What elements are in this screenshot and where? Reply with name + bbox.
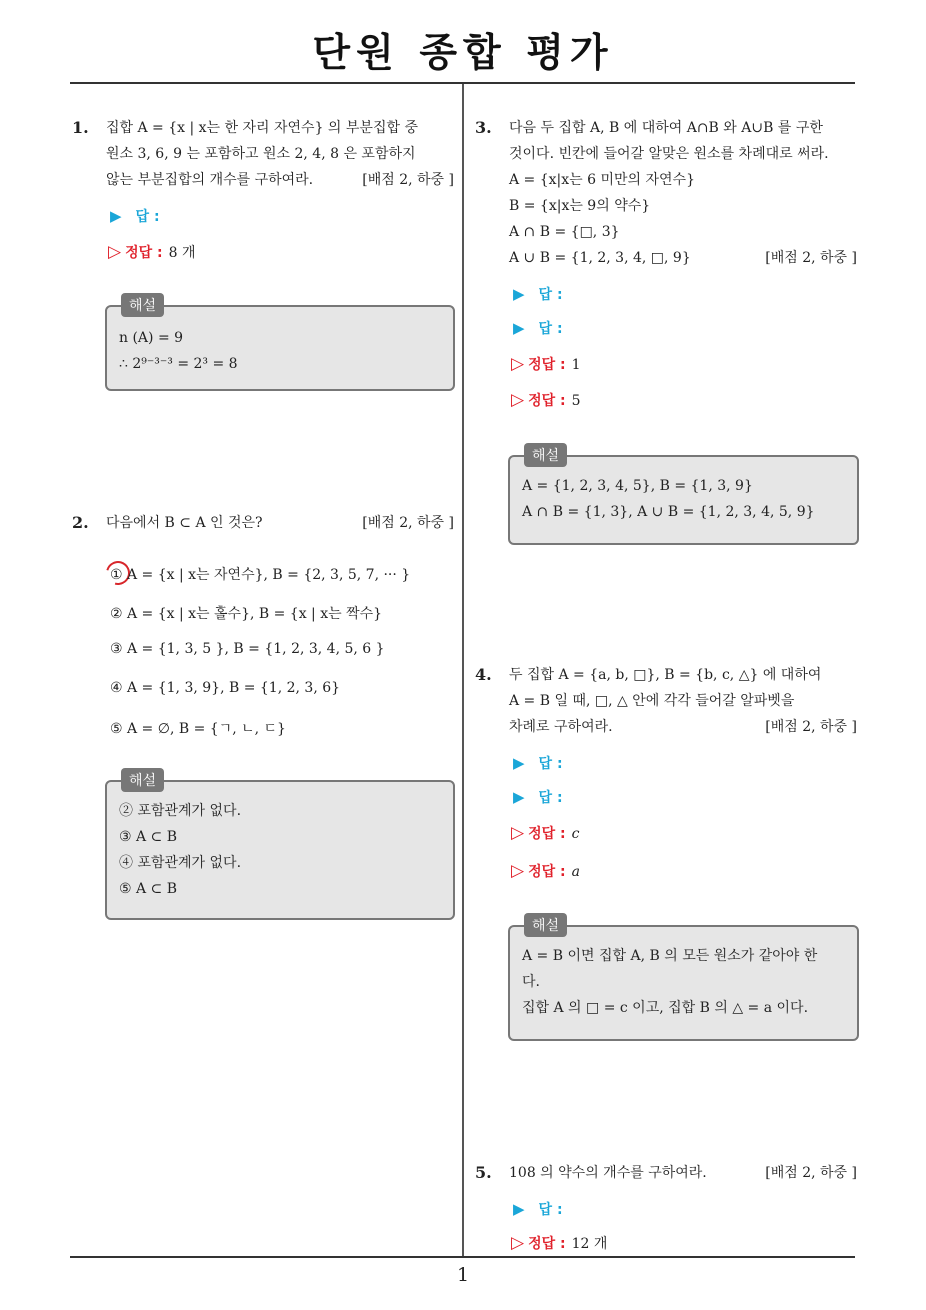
answer-row — [513, 315, 563, 342]
answer-label: 답 : — [538, 1202, 563, 1218]
explanation-line: ∴ 2⁹⁻³⁻³ = 2³ = 8 — [119, 356, 238, 372]
answer-label: 답 : — [538, 756, 563, 772]
score-meta: [배점 2, 하중 ] — [765, 1165, 857, 1181]
page-title: 단원 종합 평가 — [312, 31, 614, 76]
question-text-line: 않는 부분집합의 개수를 구하여라. — [106, 172, 314, 188]
correct-value: a — [571, 864, 580, 880]
correct-label: 정답 : — [528, 864, 566, 880]
choice-3: ③ A = {1, 3, 5 }, B = {1, 2, 3, 4, 5, 6 } — [110, 641, 385, 657]
correct-row — [108, 239, 196, 266]
choice-1: ① A = {x | x는 자연수}, B = {2, 3, 5, 7, ··· } — [110, 567, 411, 583]
answer-row — [513, 1196, 563, 1223]
correct-row — [511, 820, 579, 847]
question-number: 5. — [475, 1163, 492, 1182]
answer-label: 답 : — [135, 209, 160, 225]
question-text-line: 것이다. 빈칸에 들어갈 알맞은 원소를 차례대로 써라. — [509, 146, 829, 162]
column-divider — [462, 84, 464, 1258]
answer-row — [513, 281, 563, 308]
triangle-outline-icon: ▷ — [511, 823, 525, 843]
correct-value: 8 개 — [168, 245, 196, 261]
correct-label: 정답 : — [528, 357, 566, 373]
question-number: 1. — [72, 118, 89, 137]
play-icon: ▶ — [110, 207, 122, 225]
question-text-line: A = B 일 때, □, △ 안에 각각 들어갈 알파벳을 — [509, 693, 795, 709]
correct-value: c — [571, 826, 580, 842]
triangle-outline-icon: ▷ — [511, 1233, 525, 1253]
explanation-line: A = {1, 2, 3, 4, 5}, B = {1, 3, 9} — [522, 478, 753, 494]
explanation-line: ④ 포함관계가 없다. — [119, 855, 242, 871]
triangle-outline-icon: ▷ — [511, 390, 525, 410]
question-4 — [475, 662, 857, 902]
play-icon: ▶ — [513, 319, 525, 337]
explanation-line: A = B 이면 집합 A, B 의 모든 원소가 같아야 한 — [522, 948, 818, 964]
explanation-line: ② 포함관계가 없다. — [119, 803, 242, 819]
question-text-line: A ∪ B = {1, 2, 3, 4, □, 9} — [509, 250, 691, 266]
question-number: 2. — [72, 513, 89, 532]
question-text: 다음에서 B ⊂ A 인 것은? — [106, 515, 263, 531]
answer-row — [513, 784, 563, 811]
bottom-rule — [70, 1256, 855, 1258]
score-meta: [배점 2, 하중 ] — [362, 515, 454, 531]
question-text-line: 집합 A = {x | x는 한 자리 자연수} 의 부분집합 중 — [106, 120, 418, 136]
answer-label: 답 : — [538, 321, 563, 337]
question-text-line: 다음 두 집합 A, B 에 대하여 A∩B 와 A∪B 를 구한 — [509, 120, 823, 136]
page-number: 1 — [456, 1264, 470, 1286]
question-text: 108 의 약수의 개수를 구하여라. — [509, 1165, 707, 1181]
question-text-line: A ∩ B = {□, 3} — [509, 224, 620, 240]
triangle-outline-icon: ▷ — [108, 242, 122, 262]
answer-row — [110, 203, 160, 230]
question-text-line: 차례로 구하여라. — [509, 719, 613, 735]
correct-value: 1 — [571, 357, 581, 373]
correct-label: 정답 : — [528, 826, 566, 842]
question-text-line: B = {x|x는 9의 약수} — [509, 198, 651, 214]
answer-label: 답 : — [538, 790, 563, 806]
explanation-line: n (A) = 9 — [119, 330, 184, 346]
triangle-outline-icon: ▷ — [511, 861, 525, 881]
explanation-tag: 해설 — [121, 768, 164, 792]
correct-value: 5 — [571, 393, 581, 409]
question-text-line: A = {x|x는 6 미만의 자연수} — [509, 172, 695, 188]
choice-5: ⑤ A = ∅, B = {ㄱ, ㄴ, ㄷ} — [110, 721, 286, 737]
triangle-outline-icon: ▷ — [511, 354, 525, 374]
play-icon: ▶ — [513, 285, 525, 303]
explanation-box-1 — [105, 298, 455, 391]
correct-label: 정답 : — [528, 1236, 566, 1252]
choice-4: ④ A = {1, 3, 9}, B = {1, 2, 3, 6} — [110, 680, 341, 696]
explanation-line: 다. — [522, 974, 540, 990]
explanation-line: A ∩ B = {1, 3}, A ∪ B = {1, 2, 3, 4, 5, 9} — [522, 504, 815, 520]
score-meta: [배점 2, 하중 ] — [765, 250, 857, 266]
choice-2: ② A = {x | x는 홀수}, B = {x | x는 짝수} — [110, 606, 383, 622]
score-meta: [배점 2, 하중 ] — [765, 719, 857, 735]
explanation-box-4 — [508, 918, 859, 1041]
correct-row — [511, 351, 581, 378]
play-icon: ▶ — [513, 754, 525, 772]
question-2 — [72, 510, 454, 750]
answer-label: 답 : — [538, 287, 563, 303]
correct-label: 정답 : — [528, 393, 566, 409]
explanation-line: 집합 A 의 □ = c 이고, 집합 B 의 △ = a 이다. — [522, 1000, 809, 1016]
explanation-tag: 해설 — [524, 913, 567, 937]
correct-row — [511, 387, 581, 414]
correct-row — [511, 1230, 607, 1257]
explanation-tag: 해설 — [524, 443, 567, 467]
explanation-tag: 해설 — [121, 293, 164, 317]
question-number: 3. — [475, 118, 492, 137]
correct-row — [511, 858, 580, 885]
play-icon: ▶ — [513, 1200, 525, 1218]
question-text-line: 두 집합 A = {a, b, □}, B = {b, c, △} 에 대하여 — [509, 667, 822, 683]
play-icon: ▶ — [513, 788, 525, 806]
explanation-line: ③ A ⊂ B — [119, 829, 178, 845]
correct-value: 12 개 — [571, 1236, 608, 1252]
correct-label: 정답 : — [125, 245, 163, 261]
question-text-line: 원소 3, 6, 9 는 포함하고 원소 2, 4, 8 은 포함하지 — [106, 146, 416, 162]
question-5 — [475, 1160, 857, 1256]
explanation-box-3 — [508, 448, 859, 545]
question-3 — [475, 115, 857, 415]
answer-row — [513, 750, 563, 777]
question-number: 4. — [475, 665, 492, 684]
explanation-box-2 — [105, 773, 455, 920]
explanation-line: ⑤ A ⊂ B — [119, 881, 178, 897]
score-meta: [배점 2, 하중 ] — [362, 172, 454, 188]
